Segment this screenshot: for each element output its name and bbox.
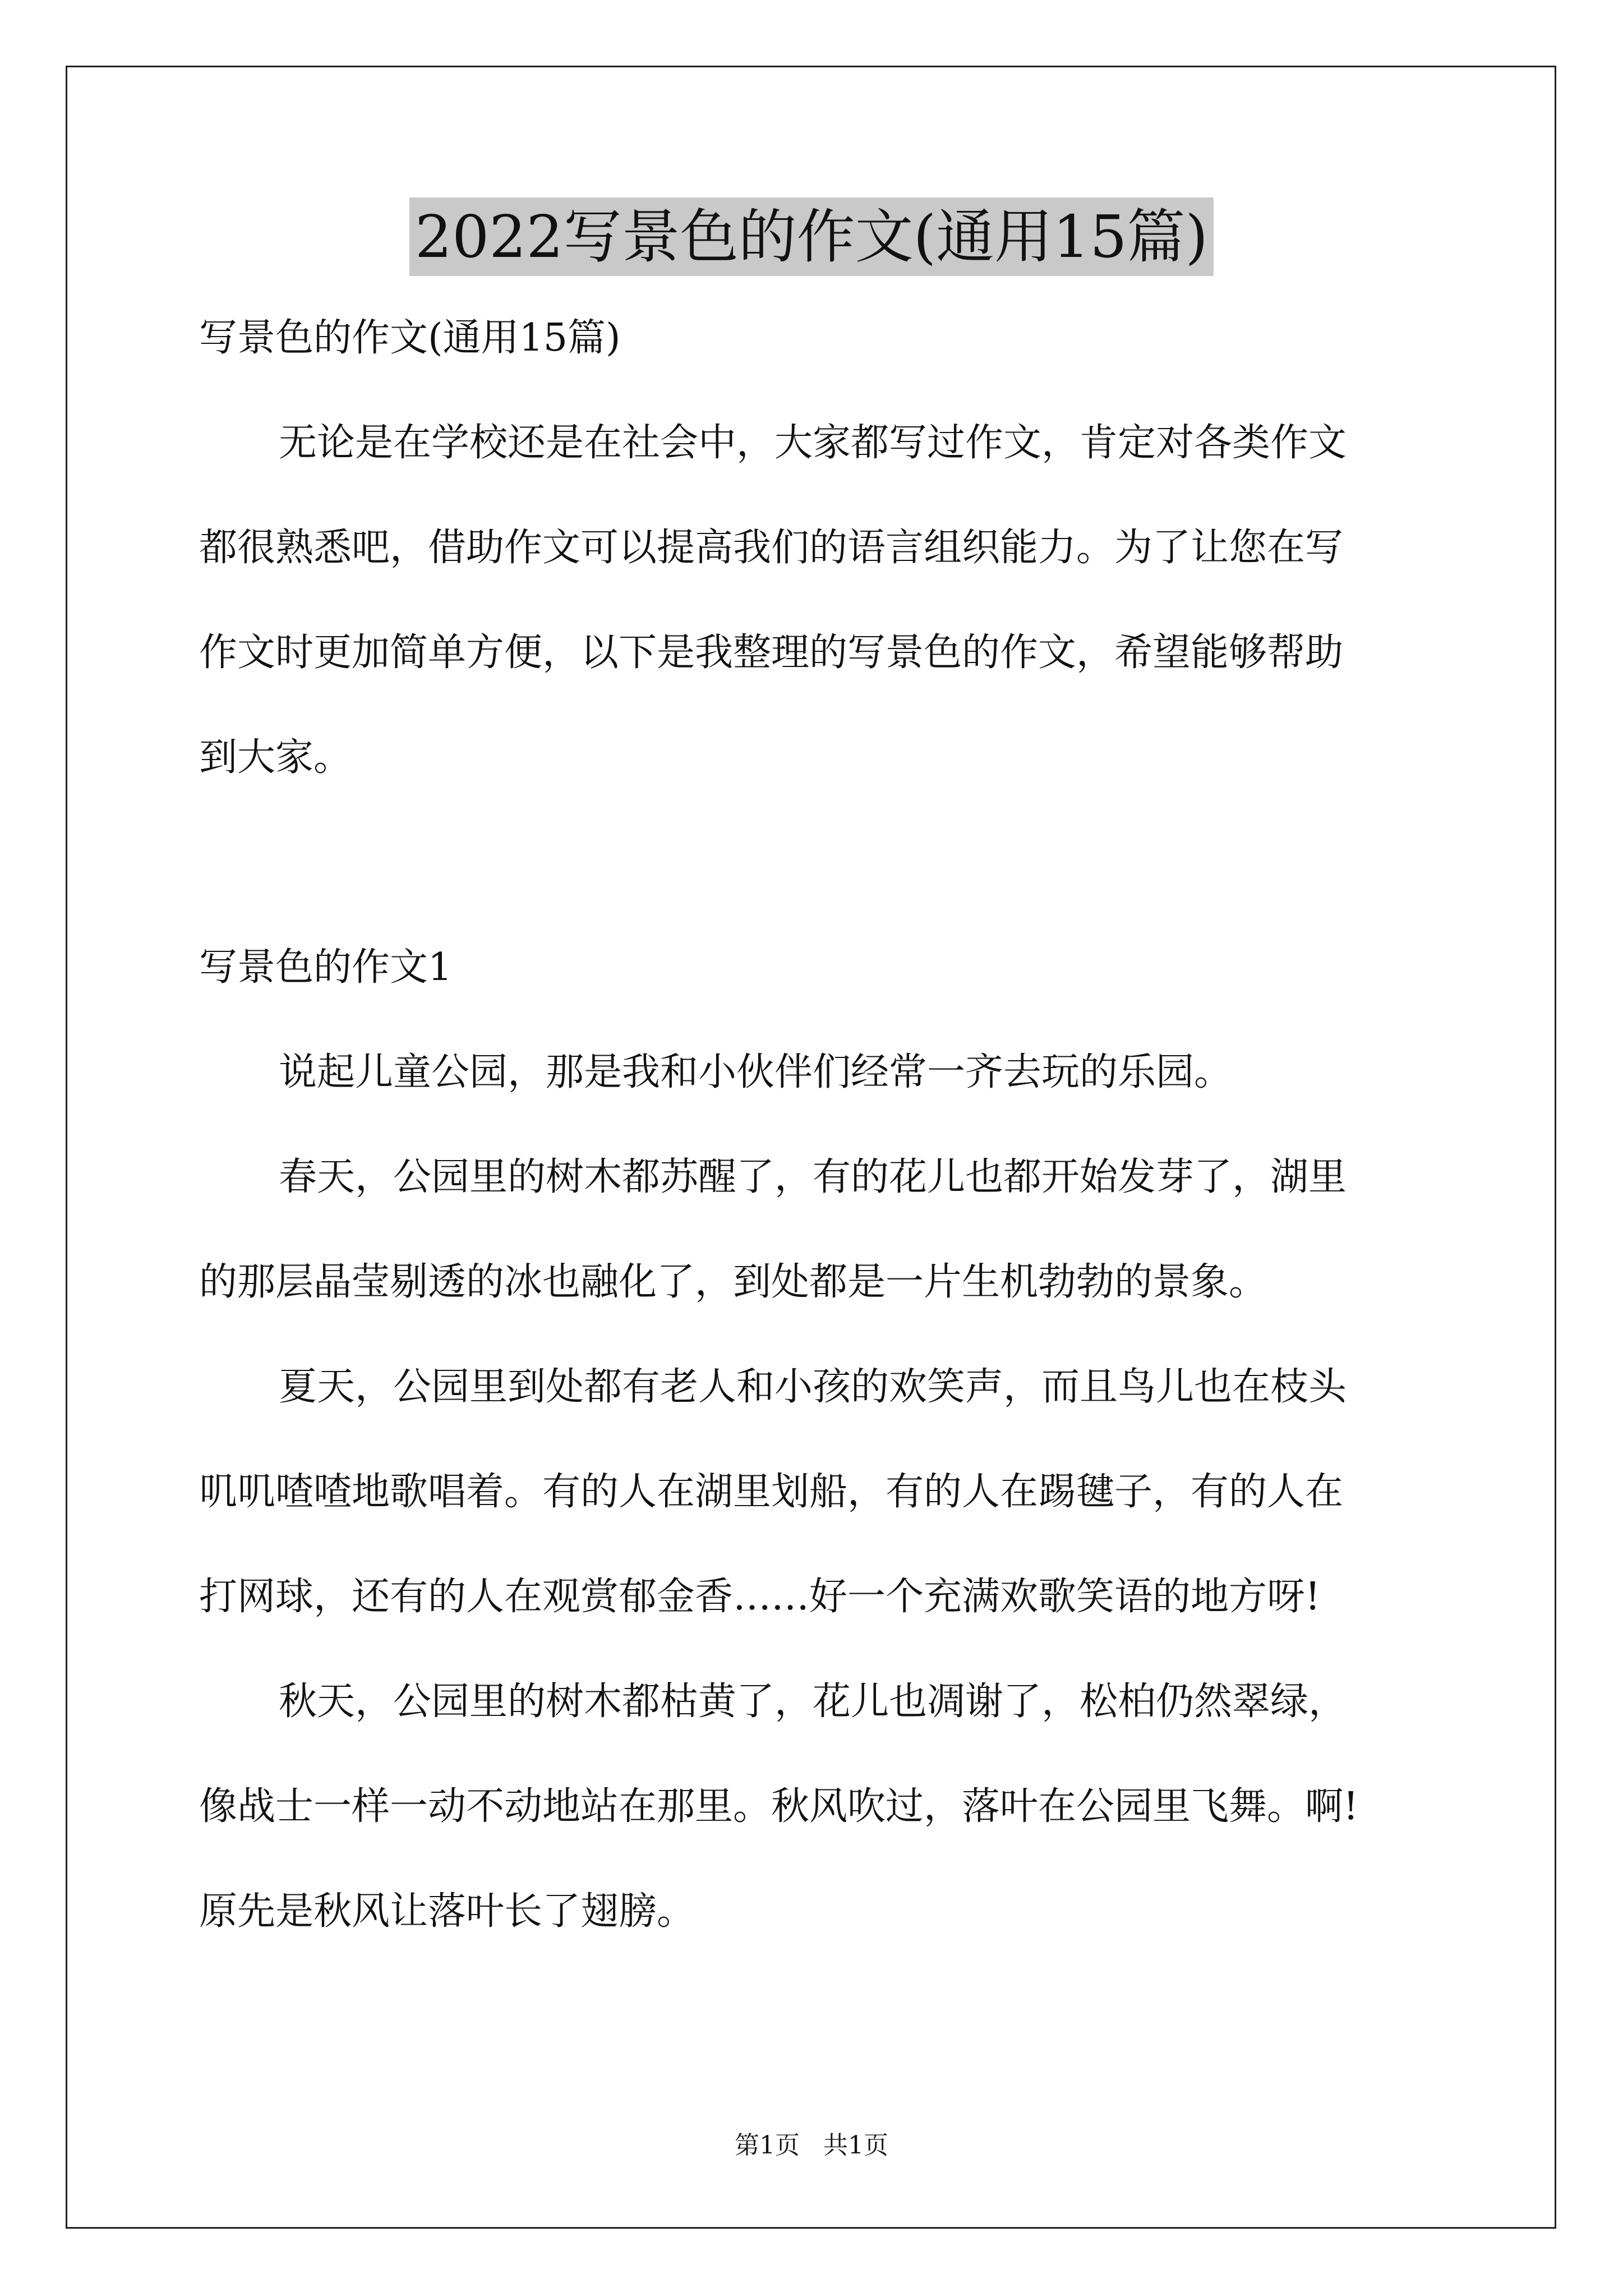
body-line: 说起儿童公园，那是我和小伙伴们经常一齐去玩的乐园。: [279, 1050, 1233, 1094]
intro-line: 到大家。: [199, 735, 352, 780]
body-line: 叽叽喳喳地歌唱着。有的人在湖里划船，有的人在踢毽子，有的人在: [199, 1470, 1344, 1514]
body-line: 原先是秋风让落叶长了翅膀。: [199, 1889, 695, 1934]
body-line: 打网球，还有的人在观赏郁金香……好一个充满欢歌笑语的地方呀!: [199, 1575, 1321, 1619]
blank-line: [199, 829, 1438, 934]
body-line: 夏天，公园里到处都有老人和小孩的欢笑声，而且鸟儿也在枝头: [279, 1365, 1347, 1409]
intro-line: 无论是在学校还是在社会中，大家都写过作文，肯定对各类作文: [279, 421, 1347, 465]
body-line: 的那层晶莹剔透的冰也融化了，到处都是一片生机勃勃的景象。: [199, 1260, 1267, 1304]
body-line: 春天，公园里的树木都苏醒了，有的花儿也都开始发芽了，湖里: [279, 1155, 1347, 1199]
subtitle: 写景色的作文(通用15篇): [199, 316, 621, 360]
intro-line: 作文时更加简单方便，以下是我整理的写景色的作文，希望能够帮助: [199, 631, 1344, 675]
section-heading: 写景色的作文1: [199, 945, 453, 990]
intro-line: 都很熟悉吧，借助作文可以提高我们的语言组织能力。为了让您在写: [199, 526, 1344, 570]
document-title: [0, 197, 1623, 276]
body-line: 像战士一样一动不动地站在那里。秋风吹过，落叶在公园里飞舞。啊!: [199, 1784, 1359, 1829]
document-title-text: 2022写景色的作文(通用15篇): [409, 197, 1214, 276]
document-body: [199, 305, 1438, 1983]
body-line: 秋天，公园里的树木都枯黄了，花儿也凋谢了，松柏仍然翠绿，: [279, 1680, 1347, 1724]
page-footer: 第1页 共1页: [735, 2131, 888, 2160]
